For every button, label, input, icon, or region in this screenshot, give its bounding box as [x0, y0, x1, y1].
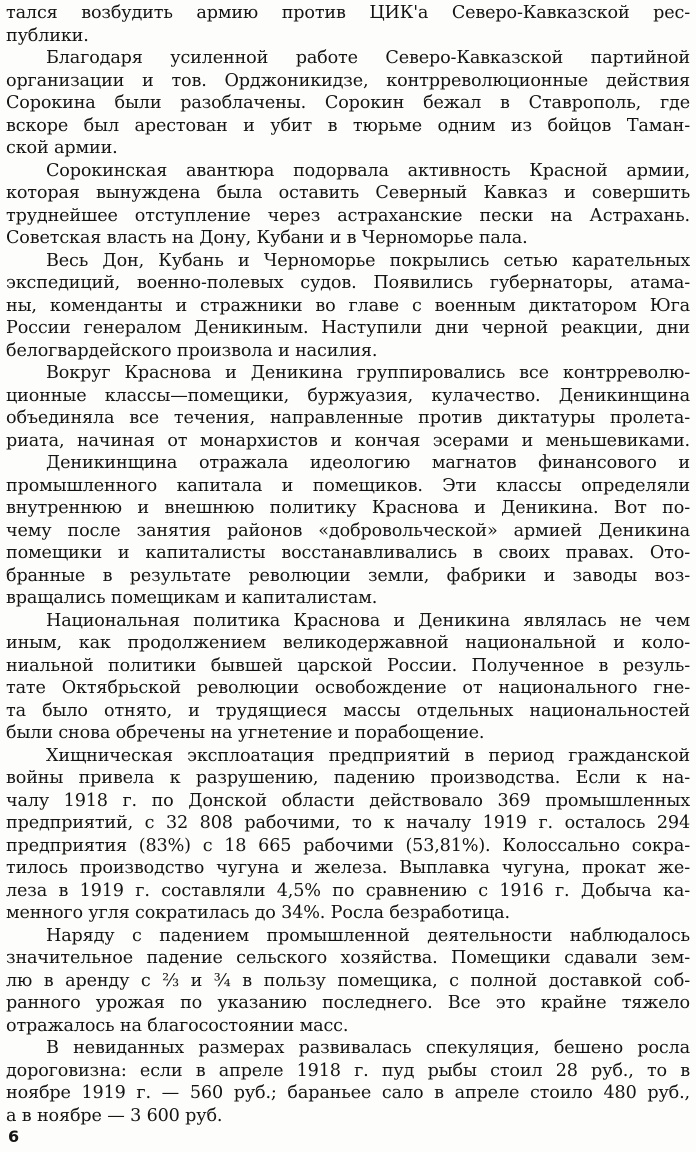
text-line: объединяла все течения, направленные против диктатуры пролета- — [6, 408, 690, 428]
text-line: В невиданных размерах развивалась спекуляция, бешено росла — [46, 1038, 690, 1058]
text-line: иным, как продолжением великодержавной национальной и коло- — [6, 633, 690, 653]
text-line: помещики и капиталисты восстанавливались в своих правах. Ото- — [6, 543, 690, 563]
text-line: бранные в результате революции земли, фабрики и заводы воз- — [6, 565, 690, 586]
text-line: труднейшее отступление через астраханские пески на Астрахань. — [6, 205, 690, 226]
page-number: 6 — [8, 1127, 20, 1146]
text-line: Сорокина были разоблачены. Сорокин бежал в Ставрополь, где — [6, 93, 690, 113]
text-line: внутреннюю и внешнюю политику Краснова и Деникина. Вот по- — [6, 498, 690, 518]
text-line: предприятий, с 32 808 рабочими, то к началу 1919 г. осталось 294 — [6, 813, 690, 833]
text-line: ционные классы—помещики, буржуазия, кулачество. Деникинщина — [6, 385, 690, 406]
body-text — [6, 2, 690, 1127]
text-line: ноябре 1919 г. — 560 руб.; бараньее сало в апреле стоило 480 руб., — [6, 1083, 690, 1103]
text-line: дороговизна: если в апреле 1918 г. пуд рыбы стоил 28 руб., то в — [6, 1060, 690, 1081]
text-line: Сорокинская авантюра подорвала активность Красной армии, — [46, 160, 690, 181]
text-line: которая вынуждена была оставить Северный Кавказ и совершить — [6, 183, 690, 203]
text-line: ниальной политики бывшей царской России. Полученное в резуль- — [6, 655, 690, 676]
text-line: чалу 1918 г. по Донской области действовало 369 промышленных — [6, 790, 690, 811]
text-line: риата, начиная от монархистов и кончая эсерами и меньшевиками. — [6, 430, 690, 451]
text-line: вскоре был арестован и убит в тюрьме одним из бойцов Таман- — [6, 115, 690, 136]
text-line: организации и тов. Орджоникидзе, контрреволюционные действия — [6, 70, 690, 91]
text-line: а в ноябре — 3 600 руб. — [6, 1105, 223, 1126]
text-line: предприятия (83%) с 18 665 рабочими (53,81%). Колоссально сокра- — [6, 835, 690, 856]
text-line: менного угля сократилась до 34%. Росла безработица. — [6, 903, 510, 923]
text-line: та было отнято, и трудящиеся массы отдельных национальностей — [6, 700, 690, 721]
text-line: войны привела к разрушению, падению производства. Если к на- — [6, 768, 690, 788]
text-line: отражалось на благосостоянии масс. — [6, 1015, 349, 1036]
text-line: тате Октябрьской революции освобождение от национального гне- — [6, 678, 690, 698]
text-line: Наряду с падением промышленной деятельности наблюдалось — [46, 925, 690, 946]
text-line: Деникинщина отражала идеологию магнатов финансового и — [46, 453, 690, 473]
text-line: Благодаря усиленной работе Северо-Кавказской партийной — [46, 48, 690, 68]
text-line: промышленного капитала и помещиков. Эти классы определяли — [6, 475, 690, 496]
text-line: значительное падение сельского хозяйства. Помещики сдавали зем- — [6, 948, 690, 968]
text-line: экспедиций, военно-полевых судов. Появились губернаторы, атама- — [6, 273, 690, 293]
text-line: ранного урожая по указанию последнего. Все это крайне тяжело — [6, 993, 690, 1013]
text-line: вращались помещикам и капиталистам. — [6, 588, 378, 608]
text-line: публики. — [6, 25, 89, 46]
text-line: Национальная политика Краснова и Деникина являлась не чем — [46, 610, 690, 631]
text-line: Хищническая эксплоатация предприятий в период гражданской — [46, 745, 690, 766]
text-line: ны, коменданты и стражники во главе с военным диктатором Юга — [6, 295, 690, 316]
text-line: Весь Дон, Кубань и Черноморье покрылись сетью карательных — [46, 250, 690, 271]
text-line: Вокруг Краснова и Деникина группировались все контрреволю- — [46, 363, 690, 383]
text-line: ской армии. — [6, 138, 118, 158]
text-line: России генералом Деникиным. Наступили дни черной реакции, дни — [6, 318, 690, 338]
text-line: лю в аренду с ⅔ и ¾ в пользу помещика, с полной доставкой соб- — [6, 970, 690, 991]
text-line: были снова обречены на угнетение и порабощение. — [6, 723, 485, 743]
text-line: белогвардейского произвола и насилия. — [6, 340, 378, 361]
text-line: леза в 1919 г. составляли 4,5% по сравнению с 1916 г. Добыча ка- — [6, 880, 690, 901]
text-line: чему после занятия районов «добровольческой» армией Деникина — [6, 520, 690, 541]
text-line: Советская власть на Дону, Кубани и в Черноморье пала. — [6, 228, 528, 248]
text-line: тался возбудить армию против ЦИК'а Северо-Кавказской рес- — [6, 3, 690, 23]
text-line: тилось производство чугуна и железа. Выплавка чугуна, прокат же- — [6, 858, 690, 878]
